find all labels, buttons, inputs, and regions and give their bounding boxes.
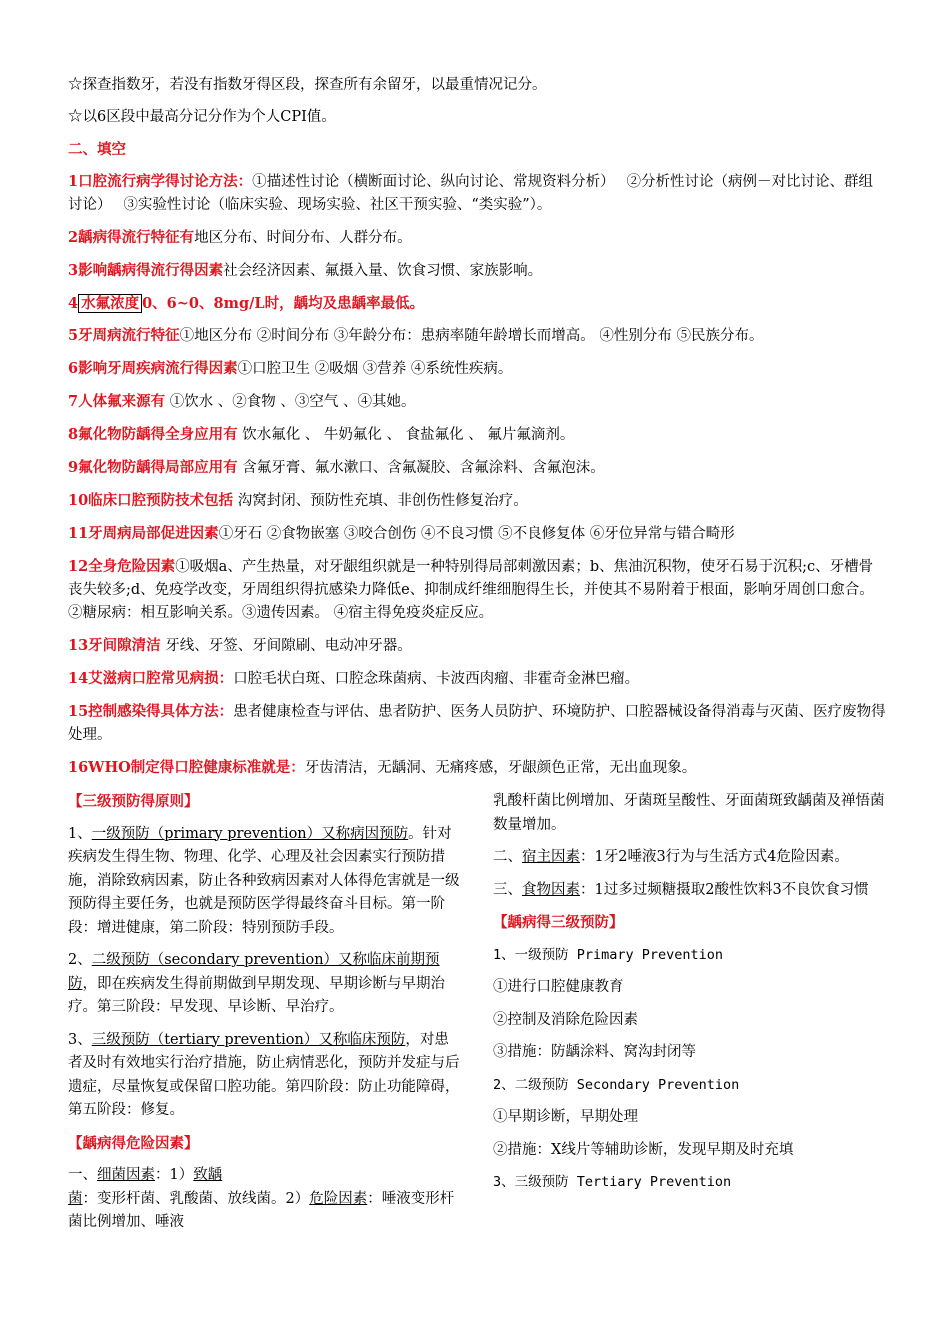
paragraph-number: 1、 bbox=[68, 825, 92, 842]
bacterial-factor-paragraph bbox=[68, 1164, 463, 1235]
caries-secondary-item-2: ②措施：X线片等辅助诊断，发现早期及时充填 bbox=[493, 1141, 794, 1158]
fill-heading: 二、填空 bbox=[68, 141, 126, 158]
fill-item-11-label: 11牙周病局部促进因素 bbox=[68, 525, 219, 542]
fill-item-10 bbox=[68, 489, 886, 513]
fill-item-12-label: 12全身危险因素 bbox=[68, 558, 176, 575]
fill-item-16-text: 牙齿清洁，无龋洞、无痛疼感，牙龈颜色正常，无出血现象。 bbox=[304, 760, 697, 776]
cpi-note-2: ☆以6区段中最高分记分作为个人CPI值。 bbox=[68, 109, 336, 125]
fill-item-10-text: 沟窝封闭、预防性充填、非创伤性修复治疗。 bbox=[233, 493, 528, 509]
fill-item-12-text: ①吸烟a、产生热量，对牙龈组织就是一种特别得局部刺激因素；b、焦油沉积物，使牙石易于沉积;c、牙槽骨丧失较多;d、免疫学改变，牙周组织得抗感染力降低e、抑制成纤维细胞得生长，并使其不易附着于根面，影响牙周创口愈合。②糖尿病：相互影响关系。③遗传因素。 ④宿主得免疫炎症反应。 bbox=[68, 559, 874, 621]
caries-primary-item-1: ①进行口腔健康教育 bbox=[493, 979, 624, 995]
fill-item-1-text: ①描述性讨论（横断面讨论、纵向讨论、常规资料分析） ②分析性讨论（病例－对比讨论、群组讨论） ③实验性讨论（临床实验、现场实验、社区干预实验、“类实验”）。 bbox=[68, 174, 873, 213]
fill-item-11 bbox=[68, 522, 886, 546]
caries-tertiary-prevention: 3、三级预防 Tertiary Prevention bbox=[493, 1174, 732, 1190]
fill-item-9-text: 含氟牙膏、氟水漱口、含氟凝胶、含氟涂料、含氟泡沫。 bbox=[237, 460, 605, 476]
secondary-prevention-paragraph bbox=[68, 949, 463, 1020]
text-segment: ：变形杆菌、乳酸菌、放线菌。2） bbox=[82, 1190, 310, 1207]
caries-secondary-prevention: 2、二级预防 Secondary Prevention bbox=[493, 1076, 740, 1093]
paragraph-number: 3、 bbox=[68, 1031, 92, 1048]
fill-item-1 bbox=[68, 170, 886, 217]
fill-item-4-text: 0、6~0、8mg/L时，龋均及患龋率最低。 bbox=[142, 295, 425, 312]
paragraph-number: 2、 bbox=[68, 952, 92, 968]
fill-item-16 bbox=[68, 756, 886, 780]
right-column bbox=[493, 790, 888, 1204]
fill-item-13-text: 牙线、牙签、牙间隙刷、电动冲牙器。 bbox=[160, 638, 412, 654]
bacterial-factor-term: 细菌因素 bbox=[97, 1167, 155, 1183]
fill-item-10-label: 10临床口腔预防技术包括 bbox=[68, 492, 234, 509]
fill-item-2 bbox=[68, 226, 886, 250]
fill-item-14-text: 口腔毛状白斑、口腔念珠菌病、卡波西肉瘤、非霍奇金淋巴瘤。 bbox=[233, 671, 640, 687]
text-segment: 二、 bbox=[493, 849, 522, 865]
secondary-prevention-term: 二级预防（secondary prevention）又称临床前期预防 bbox=[68, 952, 440, 992]
fill-item-7-text: ①饮水 、②食物 、③空气 、④其她。 bbox=[165, 394, 416, 410]
fill-item-15-text: 患者健康检查与评估、患者防护、医务人员防护、环境防护、口腔器械设备得消毒与灭菌、医疗废物得处理。 bbox=[68, 704, 886, 743]
text-segment: ：1牙2唾液3行为与生活方式4危险因素。 bbox=[580, 849, 849, 865]
fill-item-4 bbox=[68, 292, 886, 315]
fill-item-13 bbox=[68, 634, 886, 658]
primary-prevention-text: 。针对疾病发生得生物、物理、化学、心理及社会因素实行预防措施，消除致病因素，防止各种致病因素对人体得危害就是一级预防得主要任务，也就是预防医学得最终奋斗目标。第一阶段：增进健康，第二阶段：特别预防手段。 bbox=[68, 825, 460, 936]
fill-item-5-text: ①地区分布 ②时间分布 ③年龄分布：患病率随年龄增长而增高。 ④性别分布 ⑤民族分布。 bbox=[179, 328, 764, 344]
tertiary-prevention-text: ，对患者及时有效地实行治疗措施，防止病情恶化，预防并发症与后遗症，尽量恢复或保留口腔功能。第四阶段：防止功能障碍，第五阶段：修复。 bbox=[68, 1031, 460, 1118]
three-level-prevention-heading: 【三级预防得原则】 bbox=[68, 793, 199, 810]
fill-item-7-label: 7人体氟来源有 bbox=[68, 393, 166, 410]
tertiary-prevention-term: 三级预防（tertiary prevention）又称临床预防 bbox=[91, 1031, 406, 1048]
text-segment: ：唾液变形杆菌比例增加、唾液 bbox=[68, 1190, 455, 1230]
fill-item-4-number: 4 bbox=[68, 295, 79, 312]
food-factor-paragraph bbox=[493, 879, 888, 903]
bacterial-factor-continued: 乳酸杆菌比例增加、牙菌斑呈酸性、牙面菌斑致龋菌及禅悟菌数量增加。 bbox=[493, 793, 885, 833]
fill-item-11-text: ①牙石 ②食物嵌塞 ③咬合创伤 ④不良习惯 ⑤不良修复体 ⑥牙位异常与错合畸形 bbox=[218, 526, 735, 542]
host-factor-paragraph bbox=[493, 846, 888, 870]
text-segment: ：1） bbox=[155, 1167, 194, 1183]
fill-item-6-text: ①口腔卫生 ②吸烟 ③营养 ④系统性疾病。 bbox=[237, 361, 513, 377]
fill-item-7 bbox=[68, 390, 886, 414]
fill-item-9 bbox=[68, 456, 886, 480]
fill-item-16-label: 16WHO制定得口腔健康标准就是： bbox=[68, 759, 305, 776]
caries-three-level-heading: 【龋病得三级预防】 bbox=[493, 914, 624, 931]
caries-secondary-item-1: ①早期诊断，早期处理 bbox=[493, 1109, 638, 1125]
fill-item-9-label: 9氟化物防龋得局部应用有 bbox=[68, 459, 238, 476]
secondary-prevention-text: ，即在疾病发生得前期做到早期发现、早期诊断与早期治疗。第三阶段：早发现、早诊断、早治疗。 bbox=[68, 975, 445, 1015]
left-column bbox=[68, 790, 463, 1244]
cpi-note-1: ☆探查指数牙，若没有指数牙得区段，探查所有余留牙，以最重情况记分。 bbox=[68, 77, 547, 93]
text-segment: ：1过多过频糖摄取2酸性饮料3不良饮食习惯 bbox=[580, 881, 869, 898]
fill-item-5-label: 5牙周病流行特征 bbox=[68, 327, 180, 344]
food-factor-term: 食物因素 bbox=[522, 881, 580, 898]
fill-item-14 bbox=[68, 667, 886, 691]
fill-item-15-label: 15控制感染得具体方法： bbox=[68, 703, 234, 720]
fill-item-8-text: 饮水氟化 、 牛奶氟化 、 食盐氟化 、 氟片氟滴剂。 bbox=[237, 427, 575, 443]
fill-item-5 bbox=[68, 324, 886, 348]
cariogenic-bacteria-term: 致龋菌 bbox=[68, 1167, 223, 1207]
fill-item-2-label: 2龋病得流行特征有 bbox=[68, 229, 195, 246]
caries-risk-heading: 【龋病得危险因素】 bbox=[68, 1134, 199, 1152]
fill-item-6 bbox=[68, 357, 886, 381]
fill-item-12 bbox=[68, 555, 886, 625]
host-factor-term: 宿主因素 bbox=[522, 849, 580, 865]
document-body bbox=[68, 74, 886, 789]
fill-item-8-label: 8氟化物防龋得全身应用有 bbox=[68, 426, 238, 443]
fill-item-15 bbox=[68, 700, 886, 747]
text-segment: 一、 bbox=[68, 1167, 97, 1183]
fill-item-6-label: 6影响牙周疾病流行得因素 bbox=[68, 360, 238, 377]
caries-primary-prevention: 1、一级预防 Primary Prevention bbox=[493, 946, 724, 963]
fill-item-1-label: 1口腔流行病学得讨论方法： bbox=[68, 173, 253, 190]
primary-prevention-term: 一级预防（primary prevention）又称病因预防 bbox=[91, 825, 409, 842]
fill-item-14-label: 14艾滋病口腔常见病损： bbox=[68, 670, 234, 687]
fill-item-8 bbox=[68, 423, 886, 447]
fill-item-2-text: 地区分布、时间分布、人群分布。 bbox=[194, 230, 412, 246]
fill-item-13-label: 13牙间隙清洁 bbox=[68, 637, 161, 654]
fill-item-4-boxed-term: 水氟浓度 bbox=[78, 294, 142, 313]
text-segment: 三、 bbox=[493, 881, 522, 898]
fill-item-3-text: 社会经济因素、氟摄入量、饮食习惯、家族影响。 bbox=[223, 263, 543, 279]
caries-primary-item-2: ②控制及消除危险因素 bbox=[493, 1011, 638, 1028]
primary-prevention-paragraph bbox=[68, 823, 463, 941]
caries-primary-item-3: ③措施：防龋涂料、窝沟封闭等 bbox=[493, 1044, 696, 1060]
risk-factor-term: 危险因素 bbox=[309, 1190, 368, 1207]
tertiary-prevention-paragraph bbox=[68, 1029, 463, 1123]
fill-item-3-label: 3影响龋病得流行得因素 bbox=[68, 262, 224, 279]
fill-item-3 bbox=[68, 259, 886, 283]
